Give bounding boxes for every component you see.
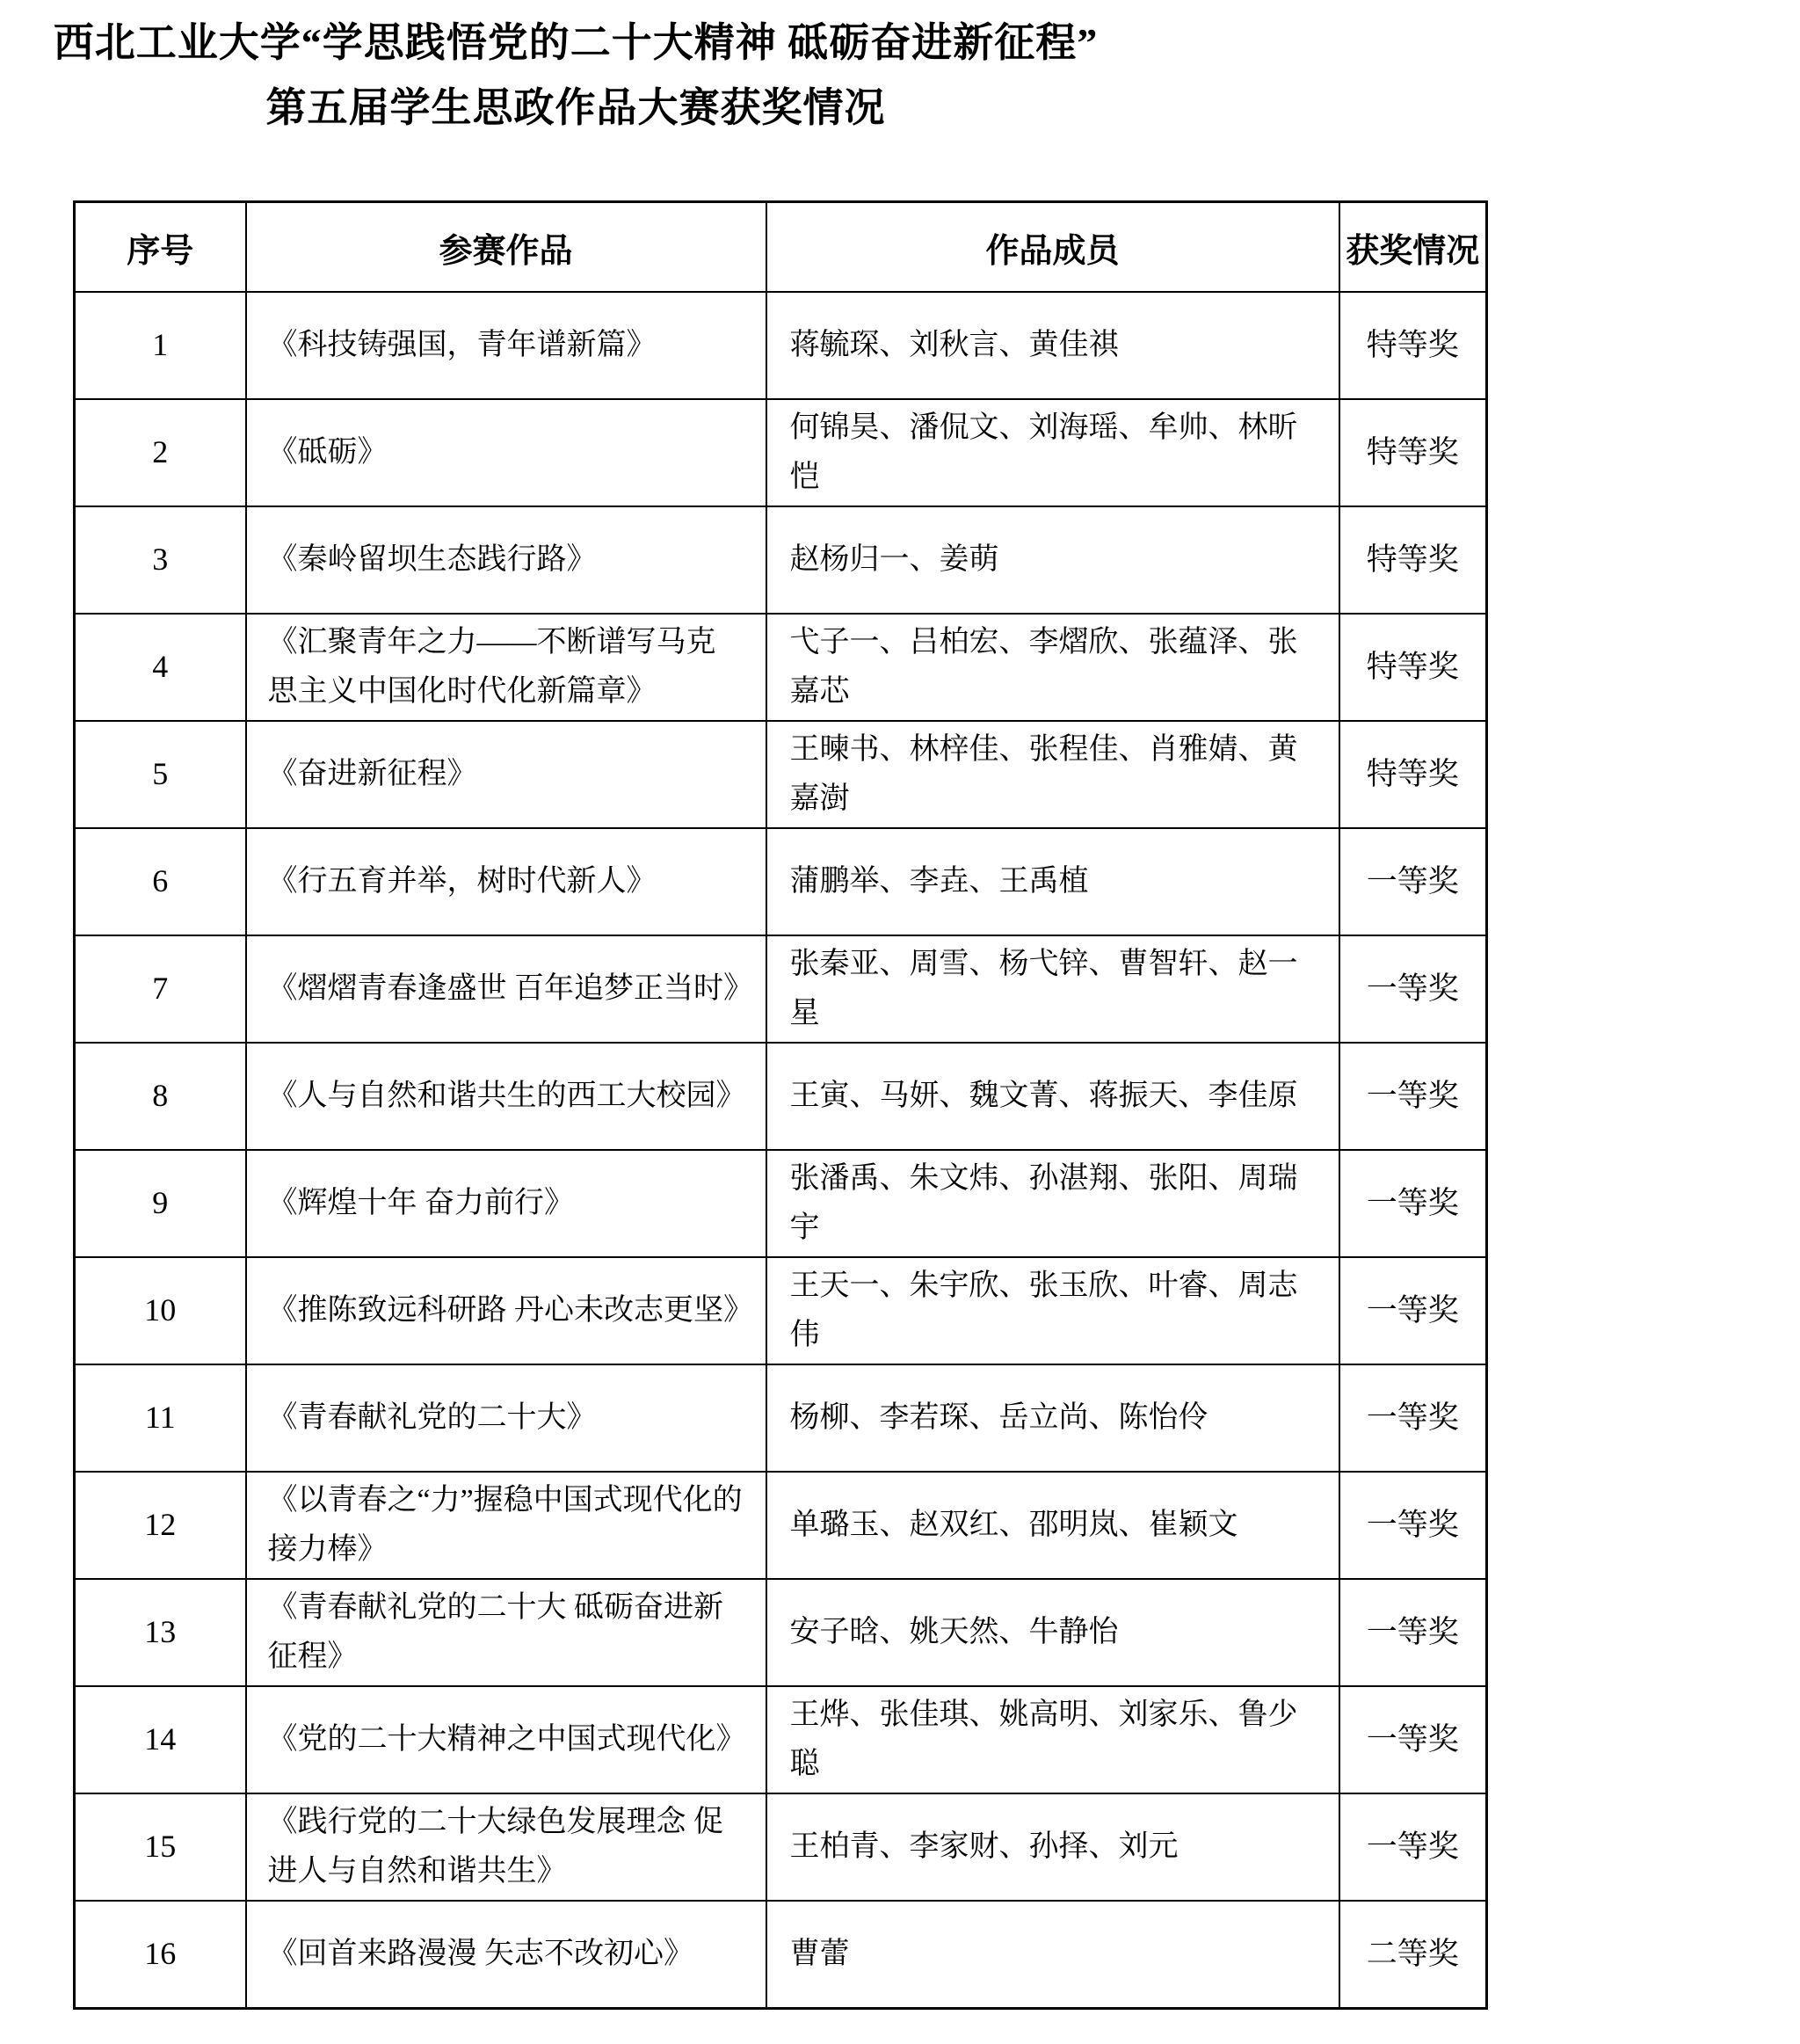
table-row (75, 292, 1487, 399)
serial-cell: 1 (75, 292, 246, 399)
members-cell: 王柏青、李家财、孙择、刘元 (766, 1793, 1339, 1901)
table-row (75, 1043, 1487, 1150)
table-row (75, 721, 1487, 828)
table-row (75, 506, 1487, 614)
serial-cell: 9 (75, 1150, 246, 1257)
table-row (75, 1579, 1487, 1686)
award-cell: 一等奖 (1339, 1472, 1487, 1579)
members-cell: 蒲鹏举、李垚、王禹植 (766, 828, 1339, 935)
award-cell: 一等奖 (1339, 828, 1487, 935)
table-row (75, 1901, 1487, 2009)
table-row (75, 935, 1487, 1043)
title-line-2: 第五届学生思政作品大赛获奖情况 (265, 85, 886, 130)
award-cell: 一等奖 (1339, 935, 1487, 1043)
work-cell: 《回首来路漫漫 矢志不改初心》 (246, 1901, 766, 2009)
award-cell: 一等奖 (1339, 1686, 1487, 1793)
header-serial: 序号 (75, 202, 246, 293)
award-cell: 特等奖 (1339, 399, 1487, 506)
award-cell: 一等奖 (1339, 1257, 1487, 1364)
work-cell: 《秦岭留坝生态践行路》 (246, 506, 766, 614)
work-cell: 《熠熠青春逢盛世 百年追梦正当时》 (246, 935, 766, 1043)
members-cell: 张秦亚、周雪、杨弋锌、曹智轩、赵一星 (766, 935, 1339, 1043)
work-cell: 《以青春之“力”握稳中国式现代化的接力棒》 (246, 1472, 766, 1579)
members-cell: 单璐玉、赵双红、邵明岚、崔颖文 (766, 1472, 1339, 1579)
work-cell: 《人与自然和谐共生的西工大校园》 (246, 1043, 766, 1150)
work-cell: 《汇聚青年之力——不断谱写马克思主义中国化时代化新篇章》 (246, 614, 766, 721)
award-cell: 特等奖 (1339, 614, 1487, 721)
table-row (75, 1257, 1487, 1364)
table-row (75, 1793, 1487, 1901)
header-members: 作品成员 (766, 202, 1339, 293)
header-work: 参赛作品 (246, 202, 766, 293)
serial-cell: 15 (75, 1793, 246, 1901)
document-title (0, 0, 1151, 137)
work-cell: 《砥砺》 (246, 399, 766, 506)
work-cell: 《青春献礼党的二十大》 (246, 1364, 766, 1472)
header-row (75, 202, 1487, 293)
table-row (75, 614, 1487, 721)
award-cell: 特等奖 (1339, 506, 1487, 614)
table-row (75, 1472, 1487, 1579)
award-cell: 一等奖 (1339, 1150, 1487, 1257)
work-cell: 《党的二十大精神之中国式现代化》 (246, 1686, 766, 1793)
serial-cell: 7 (75, 935, 246, 1043)
serial-cell: 16 (75, 1901, 246, 2009)
members-cell: 蒋毓琛、刘秋言、黄佳祺 (766, 292, 1339, 399)
work-cell: 《践行党的二十大绿色发展理念 促进人与自然和谐共生》 (246, 1793, 766, 1901)
serial-cell: 13 (75, 1579, 246, 1686)
serial-cell: 11 (75, 1364, 246, 1472)
serial-cell: 14 (75, 1686, 246, 1793)
award-cell: 一等奖 (1339, 1579, 1487, 1686)
work-cell: 《青春献礼党的二十大 砥砺奋进新征程》 (246, 1579, 766, 1686)
serial-cell: 10 (75, 1257, 246, 1364)
award-cell: 二等奖 (1339, 1901, 1487, 2009)
award-cell: 一等奖 (1339, 1793, 1487, 1901)
table-row (75, 1364, 1487, 1472)
serial-cell: 6 (75, 828, 246, 935)
members-cell: 何锦昊、潘侃文、刘海瑶、牟帅、林昕恺 (766, 399, 1339, 506)
table-row (75, 828, 1487, 935)
serial-cell: 8 (75, 1043, 246, 1150)
members-cell: 赵杨归一、姜萌 (766, 506, 1339, 614)
serial-cell: 12 (75, 1472, 246, 1579)
table-row (75, 1686, 1487, 1793)
members-cell: 弋子一、吕柏宏、李熠欣、张蕴泽、张嘉芯 (766, 614, 1339, 721)
title-line-1: 西北工业大学“学思践悟党的二十大精神 砥砺奋进新征程” (53, 20, 1099, 65)
members-cell: 张潘禹、朱文炜、孙湛翔、张阳、周瑞宇 (766, 1150, 1339, 1257)
work-cell: 《辉煌十年 奋力前行》 (246, 1150, 766, 1257)
award-cell: 特等奖 (1339, 721, 1487, 828)
awards-table-body (75, 292, 1487, 2009)
serial-cell: 2 (75, 399, 246, 506)
award-cell: 一等奖 (1339, 1043, 1487, 1150)
members-cell: 王暕书、林梓佳、张程佳、肖雅婧、黄嘉澍 (766, 721, 1339, 828)
serial-cell: 3 (75, 506, 246, 614)
award-cell: 一等奖 (1339, 1364, 1487, 1472)
members-cell: 安子晗、姚天然、牛静怡 (766, 1579, 1339, 1686)
work-cell: 《奋进新征程》 (246, 721, 766, 828)
serial-cell: 4 (75, 614, 246, 721)
awards-table (73, 200, 1488, 2010)
awards-table-header (75, 202, 1487, 293)
serial-cell: 5 (75, 721, 246, 828)
members-cell: 曹蕾 (766, 1901, 1339, 2009)
table-row (75, 399, 1487, 506)
members-cell: 王烨、张佳琪、姚高明、刘家乐、鲁少聪 (766, 1686, 1339, 1793)
members-cell: 王寅、马妍、魏文菁、蒋振天、李佳原 (766, 1043, 1339, 1150)
members-cell: 王天一、朱宇欣、张玉欣、叶睿、周志伟 (766, 1257, 1339, 1364)
header-award: 获奖情况 (1339, 202, 1487, 293)
work-cell: 《科技铸强国，青年谱新篇》 (246, 292, 766, 399)
work-cell: 《行五育并举，树时代新人》 (246, 828, 766, 935)
work-cell: 《推陈致远科研路 丹心未改志更坚》 (246, 1257, 766, 1364)
award-cell: 特等奖 (1339, 292, 1487, 399)
members-cell: 杨柳、李若琛、岳立尚、陈怡伶 (766, 1364, 1339, 1472)
table-row (75, 1150, 1487, 1257)
